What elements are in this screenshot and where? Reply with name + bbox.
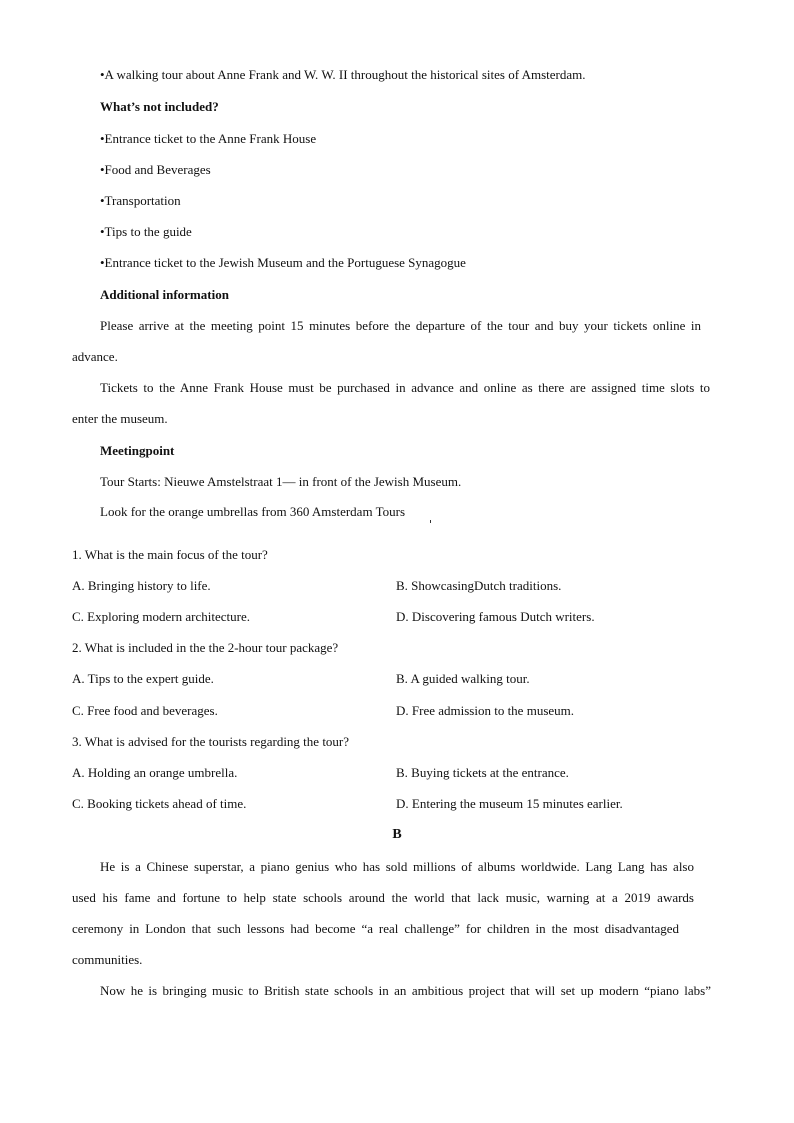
question-option: A. Bringing history to life. (72, 578, 211, 593)
additional-info-paragraph-line: Please arrive at the meeting point 15 minutes before the departure of the tour and buy your tickets online in (100, 318, 701, 333)
question-option: B. Buying tickets at the entrance. (396, 765, 569, 780)
question-option: B. ShowcasingDutch traditions. (396, 578, 562, 593)
meeting-point-heading: Meetingpoint (100, 443, 175, 458)
question-stem: 2. What is included in the the 2-hour tour package? (72, 640, 339, 655)
meeting-point-start: Tour Starts: Nieuwe Amstelstraat 1— in front of the Jewish Museum. (100, 474, 462, 489)
not-included-item: •Entrance ticket to the Anne Frank House (100, 131, 317, 146)
included-walking-tour: •A walking tour about Anne Frank and W. W. II throughout the historical sites of Amsterdam. (100, 67, 586, 82)
question-stem: 1. What is the main focus of the tour? (72, 547, 268, 562)
meeting-point-umbrella: Look for the orange umbrellas from 360 Amsterdam Tours (100, 504, 406, 519)
question-option: C. Free food and beverages. (72, 703, 218, 718)
question-option: D. Entering the museum 15 minutes earlier. (396, 796, 623, 811)
additional-info-heading: Additional information (100, 287, 229, 302)
question-option: A. Tips to the expert guide. (72, 671, 214, 686)
additional-info-paragraph-line: Tickets to the Anne Frank House must be purchased in advance and online as there are assigned time slots to (100, 380, 710, 395)
section-b-paragraph-line: ceremony in London that such lessons had become “a real challenge” for children in the most disadvantaged (72, 921, 679, 936)
not-included-item: •Food and Beverages (100, 162, 211, 177)
not-included-item: •Tips to the guide (100, 224, 192, 239)
section-b-paragraph-line: used his fame and fortune to help state schools around the world that lack music, warning at a 2019 awards (72, 890, 694, 905)
question-stem: 3. What is advised for the tourists regarding the tour? (72, 734, 350, 749)
section-b-paragraph-line: He is a Chinese superstar, a piano genius who has sold millions of albums worldwide. Lang Lang has also (100, 859, 694, 874)
question-option: D. Discovering famous Dutch writers. (396, 609, 595, 624)
additional-info-paragraph-line: enter the museum. (72, 411, 168, 426)
additional-info-paragraph-line: advance. (72, 349, 118, 364)
stray-mark (430, 520, 431, 523)
question-option: D. Free admission to the museum. (396, 703, 575, 718)
not-included-item: •Transportation (100, 193, 181, 208)
not-included-heading: What’s not included? (100, 99, 219, 114)
section-b-paragraph-line: communities. (72, 952, 143, 967)
question-option: A. Holding an orange umbrella. (72, 765, 238, 780)
question-option: C. Booking tickets ahead of time. (72, 796, 247, 811)
section-b-paragraph-line: Now he is bringing music to British state schools in an ambitious project that will set up modern “piano labs” (100, 983, 711, 998)
question-option: C. Exploring modern architecture. (72, 609, 250, 624)
question-option: B. A guided walking tour. (396, 671, 530, 686)
not-included-item: •Entrance ticket to the Jewish Museum and the Portuguese Synagogue (100, 255, 466, 270)
section-b-label: B (392, 827, 402, 842)
